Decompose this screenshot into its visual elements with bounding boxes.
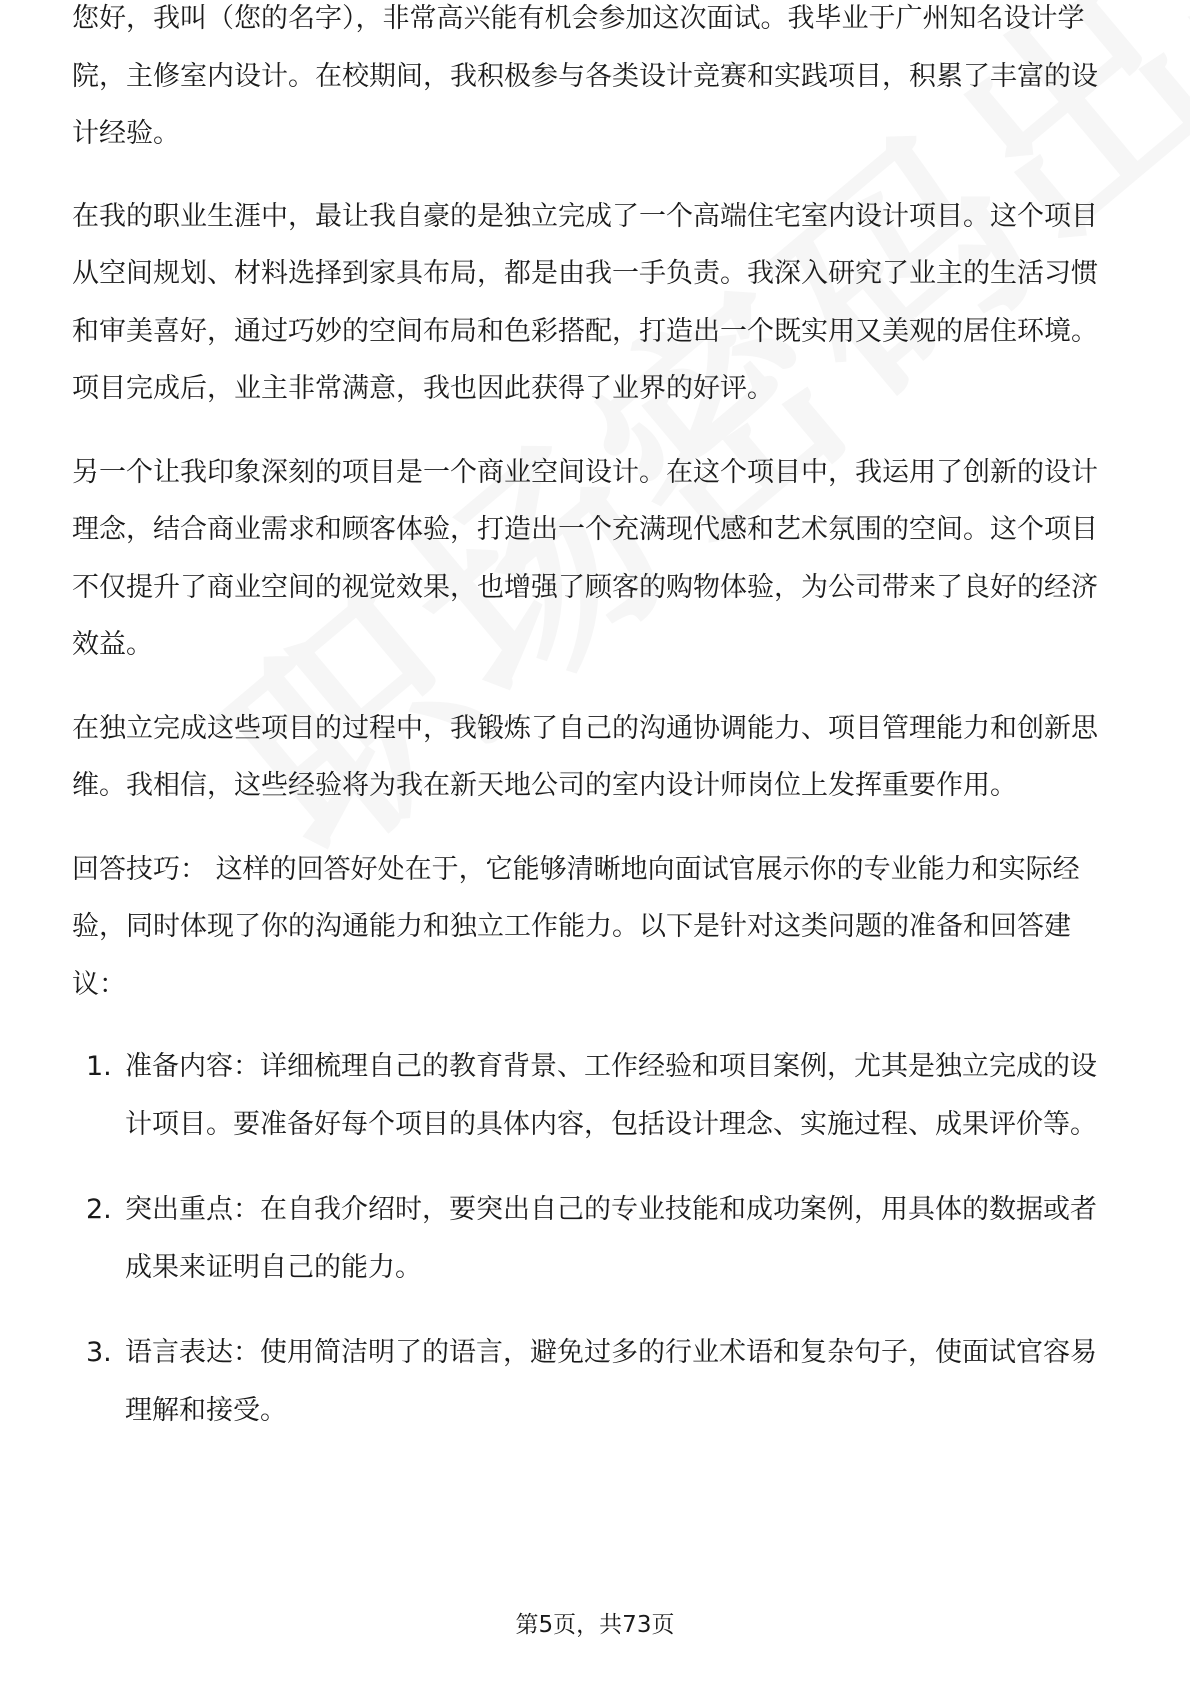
- paragraph-commercial-project: 另一个让我印象深刻的项目是一个商业空间设计。在这个项目中，我运用了创新的设计理念，结合商业需求和顾客体验，打造出一个充满现代感和艺术氛围的空间。这个项目不仅提升了商业空间的视觉效果，也增强了顾客的购物体验，为公司带来了良好的经济效益。: [72, 456, 1098, 660]
- list-item-text: 突出重点：在自我介绍时，要突出自己的专业技能和成功案例，用具体的数据或者成果来证明自己的能力。: [125, 1194, 1097, 1283]
- list-item-text: 语言表达：使用简洁明了的语言，避免过多的行业术语和复杂句子，使面试官容易理解和接受。: [125, 1337, 1097, 1426]
- list-item-number: 2.: [86, 1194, 112, 1225]
- list-item-text: 准备内容：详细梳理自己的教育背景、工作经验和项目案例，尤其是独立完成的设计项目。要准备好每个项目的具体内容，包括设计理念、实施过程、成果评价等。: [125, 1051, 1097, 1140]
- list-item: [72, 1324, 1122, 1439]
- paragraph-intro: 您好，我叫（您的名字），非常高兴能有机会参加这次面试。我毕业于广州知名设计学院，主修室内设计。在校期间，我积极参与各类设计竞赛和实践项目，积累了丰富的设计经验。: [72, 3, 1098, 149]
- list-item-number: 1.: [86, 1051, 112, 1082]
- tips-list: [72, 1038, 1122, 1439]
- paragraph-answer-tips: 回答技巧： 这样的回答好处在于，它能够清晰地向面试官展示你的专业能力和实际经验，同时体现了你的沟通能力和独立工作能力。以下是针对这类问题的准备和回答建议：: [72, 853, 1080, 1000]
- list-item: [72, 1181, 1122, 1296]
- page-number-footer: 第5页，共73页: [515, 1612, 675, 1638]
- list-item: [72, 1038, 1122, 1153]
- page-content: [72, 3, 1122, 1467]
- paragraph-skills: 在独立完成这些项目的过程中，我锻炼了自己的沟通协调能力、项目管理能力和创新思维。我相信，这些经验将为我在新天地公司的室内设计师岗位上发挥重要作用。: [72, 712, 1098, 801]
- list-item-number: 3.: [86, 1337, 112, 1368]
- paragraph-residential-project: 在我的职业生涯中，最让我自豪的是独立完成了一个高端住宅室内设计项目。这个项目从空间规划、材料选择到家具布局，都是由我一手负责。我深入研究了业主的生活习惯和审美喜好，通过巧妙的空间布局和色彩搭配，打造出一个既实用又美观的居住环境。项目完成后，业主非常满意，我也因此获得了业界的好评。: [72, 200, 1098, 404]
